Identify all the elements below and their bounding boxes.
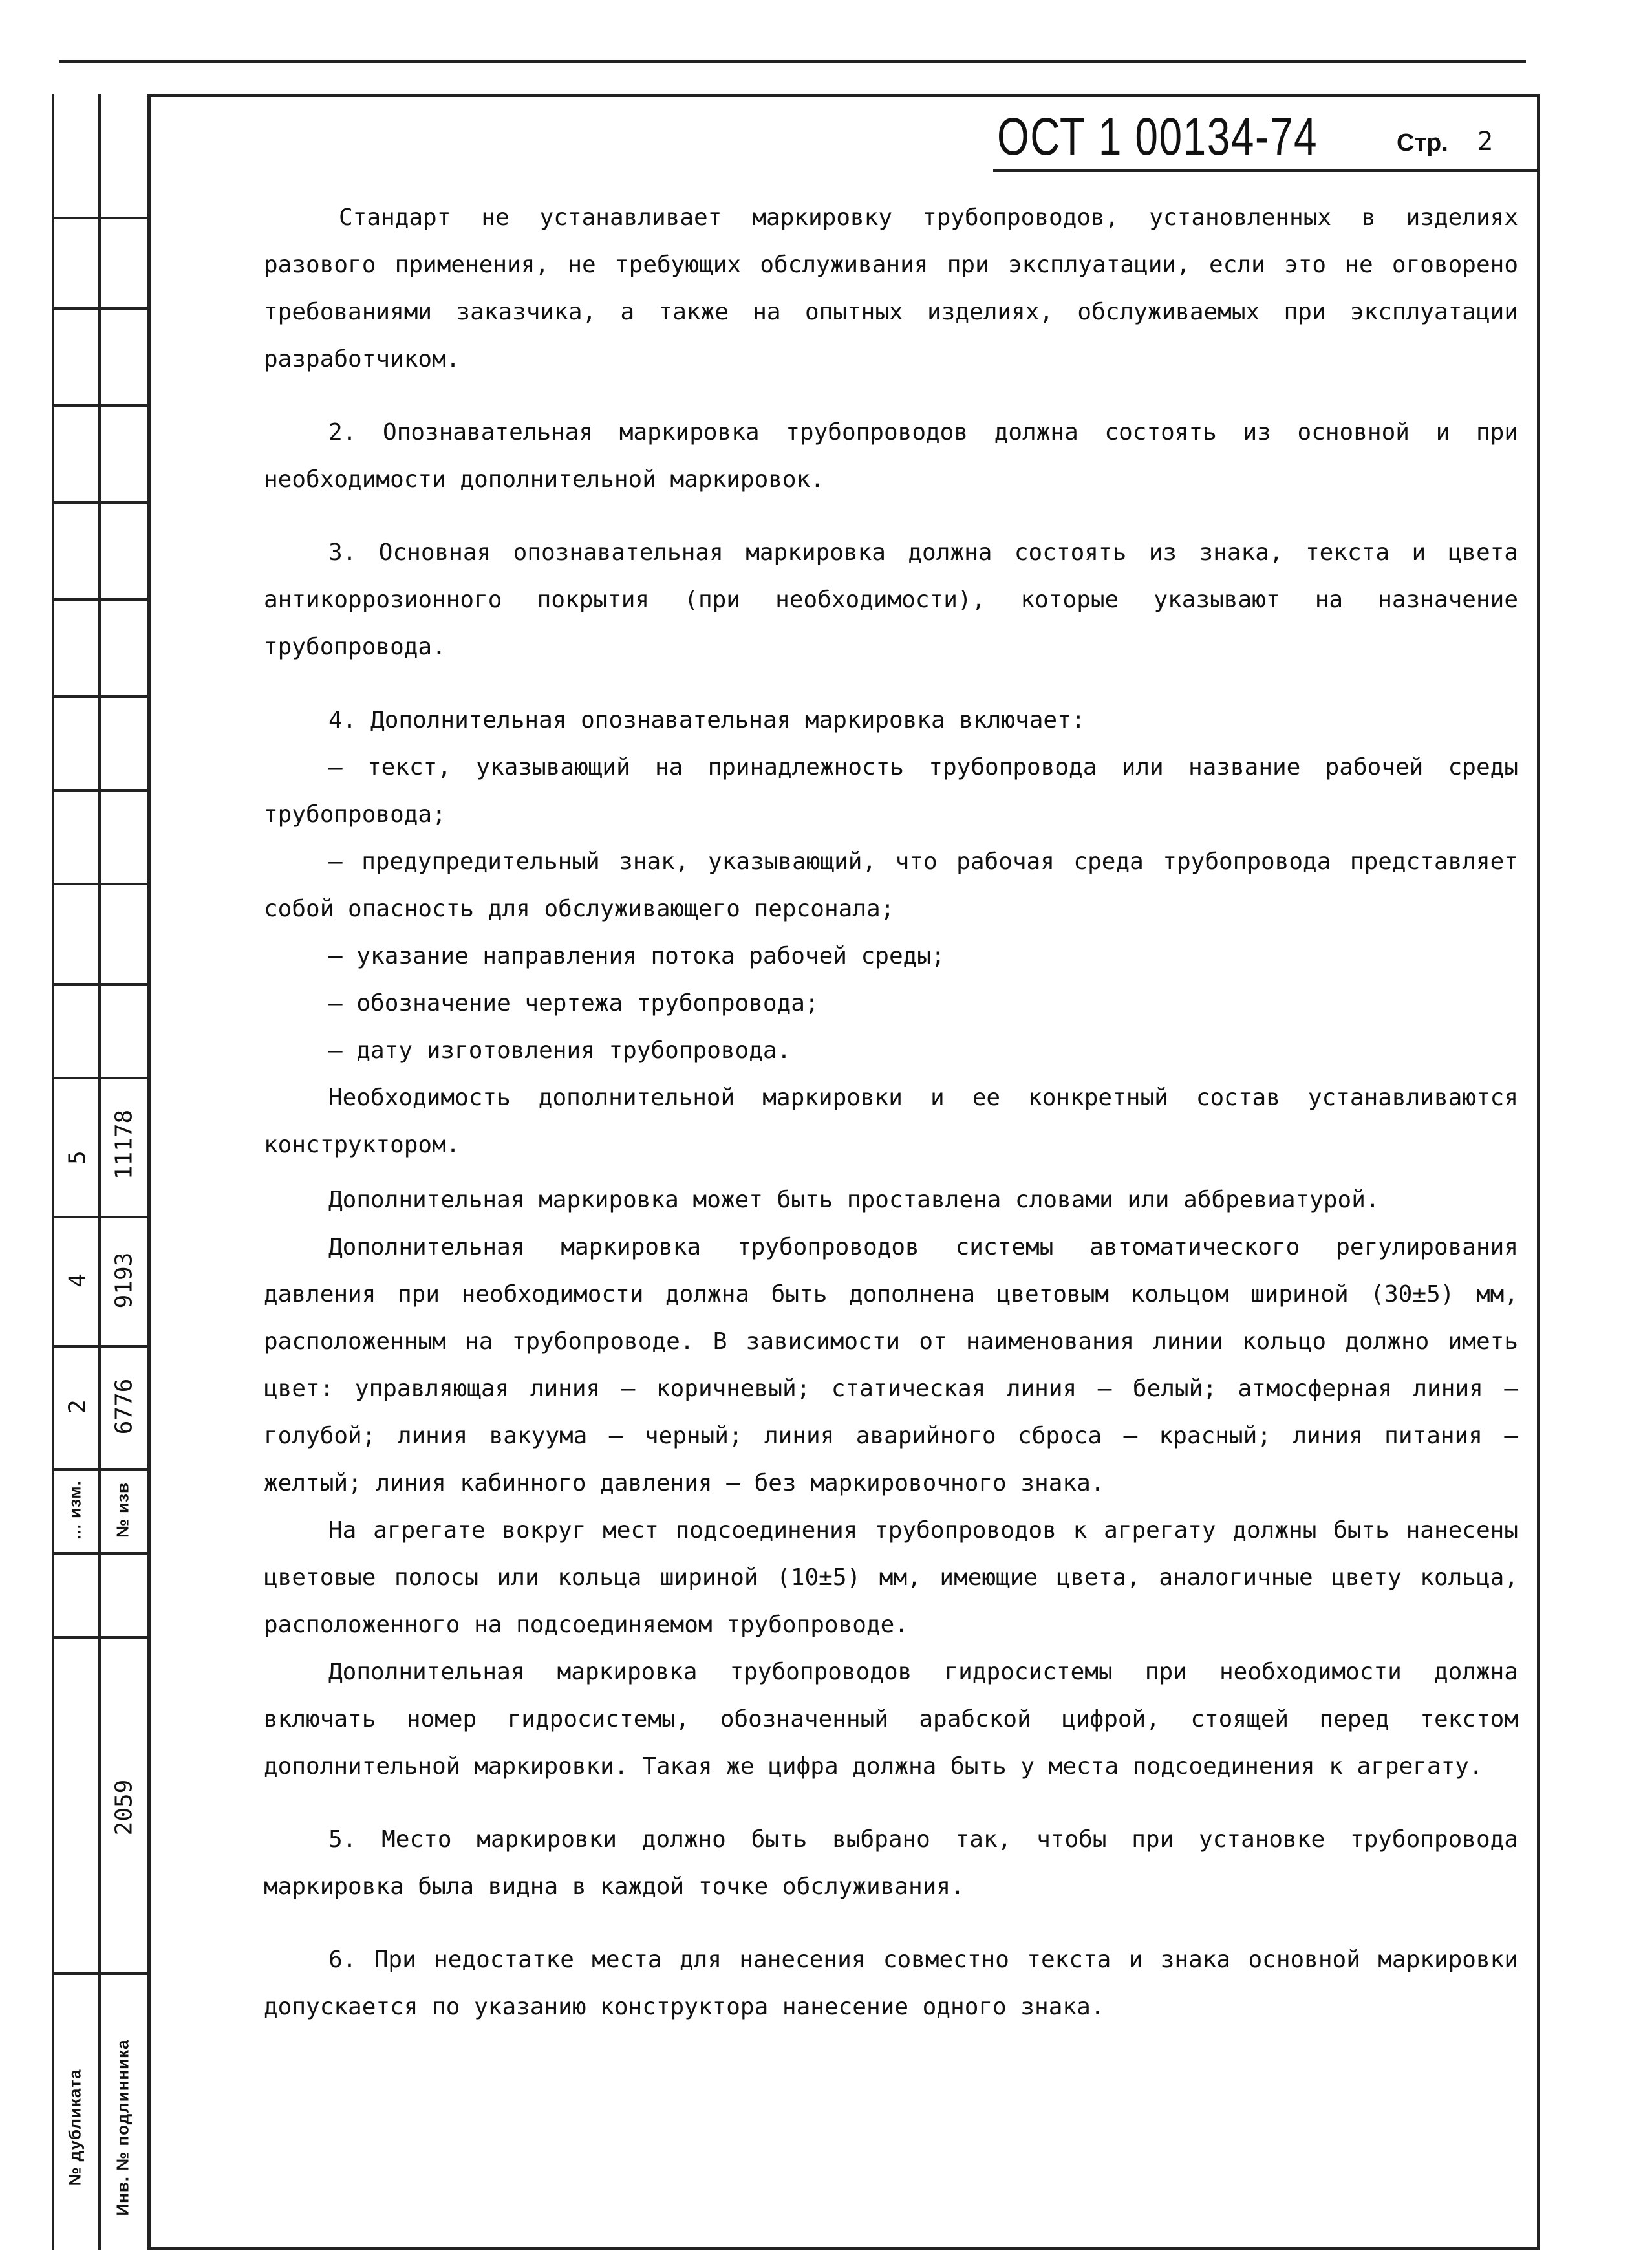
no-izv-label: № изв: [113, 1482, 133, 1538]
strip-left-line: [52, 94, 54, 2250]
dubl-label: № дубликата: [65, 2069, 85, 2186]
list-item: – обозначение чертежа трубопровода;: [328, 990, 819, 1017]
strip-divider: [52, 983, 147, 986]
strip-middle-line: [98, 94, 101, 2250]
strip-divider: [52, 883, 147, 885]
strip-divider: [52, 1345, 147, 1348]
strip-divider: [52, 1636, 147, 1639]
inv-podl-label: Инв. № подлинника: [113, 2039, 133, 2216]
list-item: – предупредительный знак, указывающий, что рабочая среда трубопровода представляет собой опасность для обслуживающего персонала;: [264, 848, 1518, 922]
strip-divider: [52, 598, 147, 601]
paragraph: Дополнительная маркировка может быть проставлена словами или аббревиатурой.: [328, 1187, 1380, 1213]
strip-divider: [52, 695, 147, 698]
paragraph-item-3: 3. Основная опознавательная маркировка должна состоять из знака, текста и цвета антикоррозионного покрытия (при необходимости), которые указывают на назначение трубопровода.: [264, 539, 1518, 660]
strip-divider: [52, 1972, 147, 1975]
izm-label: ... изм.: [65, 1480, 85, 1540]
top-rule: [59, 60, 1526, 63]
strip-divider: [52, 501, 147, 504]
strip-divider: [52, 1216, 147, 1218]
revision-notice-11178: 11178: [111, 1109, 138, 1180]
revision-number-5: 5: [64, 1150, 91, 1165]
paragraph: Дополнительная маркировка трубопроводов системы автоматического регулирования давления при необходимости должна быть дополнена цветовым кольцом шириной (30±5) мм, расположенным на трубопроводе. В зависимости от наименования линии кольцо должно иметь цвет: управляющая линия – коричневый; статическая линия – белый; атмосферная линия – голубой; линия вакуума – черный; линия аварийного сброса – красный; линия питания – желтый; линия кабинного давления – без маркировочного знака.: [264, 1234, 1518, 1496]
strip-divider: [52, 404, 147, 407]
page-label: Стр.: [1397, 129, 1448, 156]
list-item: – указание направления потока рабочей среды;: [328, 943, 945, 969]
paragraph: На агрегате вокруг мест подсоединения трубопроводов к агрегату должны быть нанесены цветовые полосы или кольца шириной (10±5) мм, имеющие цвета, аналогичные цвету кольца, расположенного на подсоединяемом трубопроводе.: [264, 1517, 1518, 1638]
revision-number-2: 2: [64, 1399, 91, 1414]
document-code: ОСТ 1 00134-74: [997, 107, 1318, 166]
paragraph: Стандарт не устанавливает маркировку трубопроводов, установленных в изделиях разового применения, не требующих обслуживания при эксплуатации, если это не оговорено требованиями заказчика, а также на опытных изделиях, обслуживаемых при эксплуатации разработчиком.: [264, 204, 1518, 372]
paragraph: Дополнительная маркировка трубопроводов гидросистемы при необходимости должна включать номер гидросистемы, обозначенный арабской цифрой, стоящей перед текстом дополнительной маркировки. Такая же цифра должна быть у места подсоединения к агрегату.: [264, 1659, 1518, 1780]
list-item: – текст, указывающий на принадлежность трубопровода или название рабочей среды трубопровода;: [264, 754, 1518, 828]
paragraph-item-4: 4. Дополнительная опознавательная маркировка включает:: [328, 707, 1086, 733]
list-item: – дату изготовления трубопровода.: [328, 1037, 791, 1064]
paragraph-item-2: 2. Опознавательная маркировка трубопроводов должна состоять из основной и при необходимости дополнительной маркировок.: [264, 419, 1518, 493]
revision-strip: [52, 94, 147, 2250]
header-rule: [993, 169, 1540, 172]
strip-divider: [52, 1552, 147, 1555]
page-number: 2: [1477, 127, 1494, 156]
revision-notice-6776: 6776: [111, 1378, 138, 1435]
strip-divider: [52, 789, 147, 792]
revision-notice-9193: 9193: [111, 1252, 138, 1309]
strip-divider: [52, 1468, 147, 1471]
revision-number-4: 4: [64, 1273, 91, 1288]
paragraph: Необходимость дополнительной маркировки и ее конкретный состав устанавливаются конструктором.: [264, 1084, 1518, 1158]
body-text: [264, 194, 1518, 2031]
paragraph-item-6: 6. При недостатке места для нанесения совместно текста и знака основной маркировки допускается по указанию конструктора нанесение одного знака.: [264, 1946, 1518, 2020]
strip-divider: [52, 217, 147, 219]
inv-dubl-value: 2059: [111, 1779, 138, 1836]
paragraph-item-5: 5. Место маркировки должно быть выбрано так, чтобы при установке трубопровода маркировка была видна в каждой точке обслуживания.: [264, 1826, 1518, 1900]
strip-divider: [52, 1077, 147, 1079]
strip-divider: [52, 307, 147, 310]
